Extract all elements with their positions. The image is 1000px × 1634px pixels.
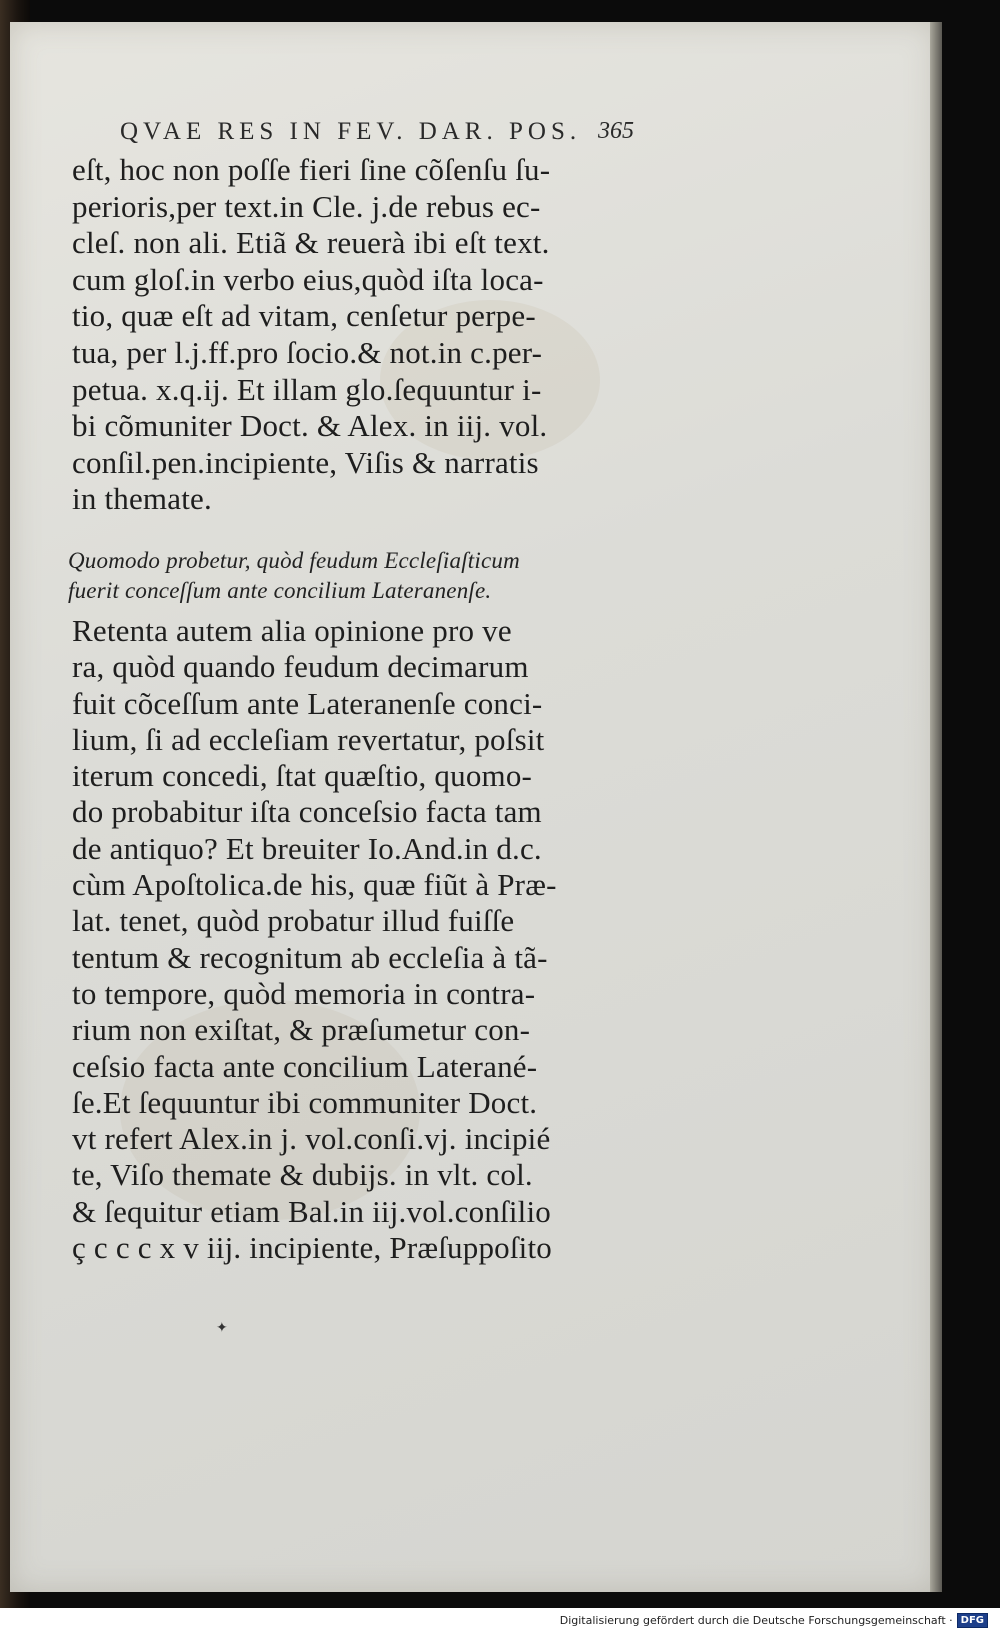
text-line: bi cõmuniter Doct. & Alex. in iij. vol. [72,408,548,444]
dfg-logo-icon: DFG [957,1613,988,1628]
text-line: tentum & recognitum ab eccleſia à tã- [72,939,548,975]
printer-mark-icon: ✦ [216,1320,228,1336]
text-line: tio, quæ eſt ad vitam, cenſetur perpe- [72,298,536,334]
text-line: perioris,per text.in Cle. j.de rebus ec- [72,188,541,224]
text-line: to tempore, quòd memoria in contra- [72,975,536,1011]
heading-line: fuerit conceſſum ante concilium Lateranenſe. [68,578,492,603]
text-line: iterum concedi, ſtat quæſtio, quomo- [72,758,533,794]
running-head: QVAE RES IN FEV. DAR. POS. [120,118,582,145]
text-line: cleſ. non ali. Etiã & reuerà ibi eſt text. [72,225,550,261]
text-line: de antiquo? Et breuiter Io.And.in d.c. [72,830,542,866]
text-line: lium, ſi ad eccleſiam revertatur, poſsit [72,721,545,757]
text-line: in themate. [72,481,212,517]
text-line: lat. tenet, quòd probatur illud fuiſſe [72,903,515,939]
text-line: tua, per l.j.ff.pro ſocio.& not.in c.per- [72,334,543,370]
text-line: te, Viſo themate & dubijs. in vlt. col. [72,1157,533,1193]
text-line: cum gloſ.in verbo eius,quòd iſta loca- [72,261,544,297]
text-line: ſe.Et ſequuntur ibi communiter Doct. [72,1084,538,1120]
section-heading [68,546,658,606]
text-line: petua. x.q.ij. Et illam glo.ſequuntur i- [72,371,542,407]
text-line: cùm Apoſtolica.de his, quæ fiũt à Præ- [72,867,557,903]
page-edge [930,22,942,1592]
text-line: ç c c c x v iij. incipiente, Præſuppoſito [72,1230,552,1266]
text-line: & ſequitur etiam Bal.in iij.vol.conſilio [72,1193,551,1229]
text-line: conſil.pen.incipiente, Viſis & narratis [72,444,539,480]
credit-text: Digitalisierung gefördert durch die Deutsche Forschungsgemeinschaft · [559,1613,953,1627]
text-block-1 [72,152,652,518]
text-line: eſt, hoc non poſſe fieri ſine cõſenſu ſu- [72,152,551,187]
text-line: ra, quòd quando feudum decimarum [72,649,529,685]
text-line: rium non exiſtat, & præſumetur con- [72,1012,531,1048]
text-line: vt refert Alex.in j. vol.conſi.vj. incipié [72,1121,551,1157]
text-line: fuit cõceſſum ante Lateranenſe conci- [72,685,543,721]
text-line: ceſsio facta ante concilium Laterané- [72,1048,538,1084]
digitization-credit [556,1610,990,1630]
heading-line: Quomodo probetur, quòd feudum Eccleſiaſticum [68,548,520,573]
page-number: 365 [598,118,634,144]
text-line: do probabitur iſta conceſsio facta tam [72,794,542,830]
text-line: Retenta autem alia opinione pro ve [72,613,512,648]
text-block-2 [72,613,652,1266]
